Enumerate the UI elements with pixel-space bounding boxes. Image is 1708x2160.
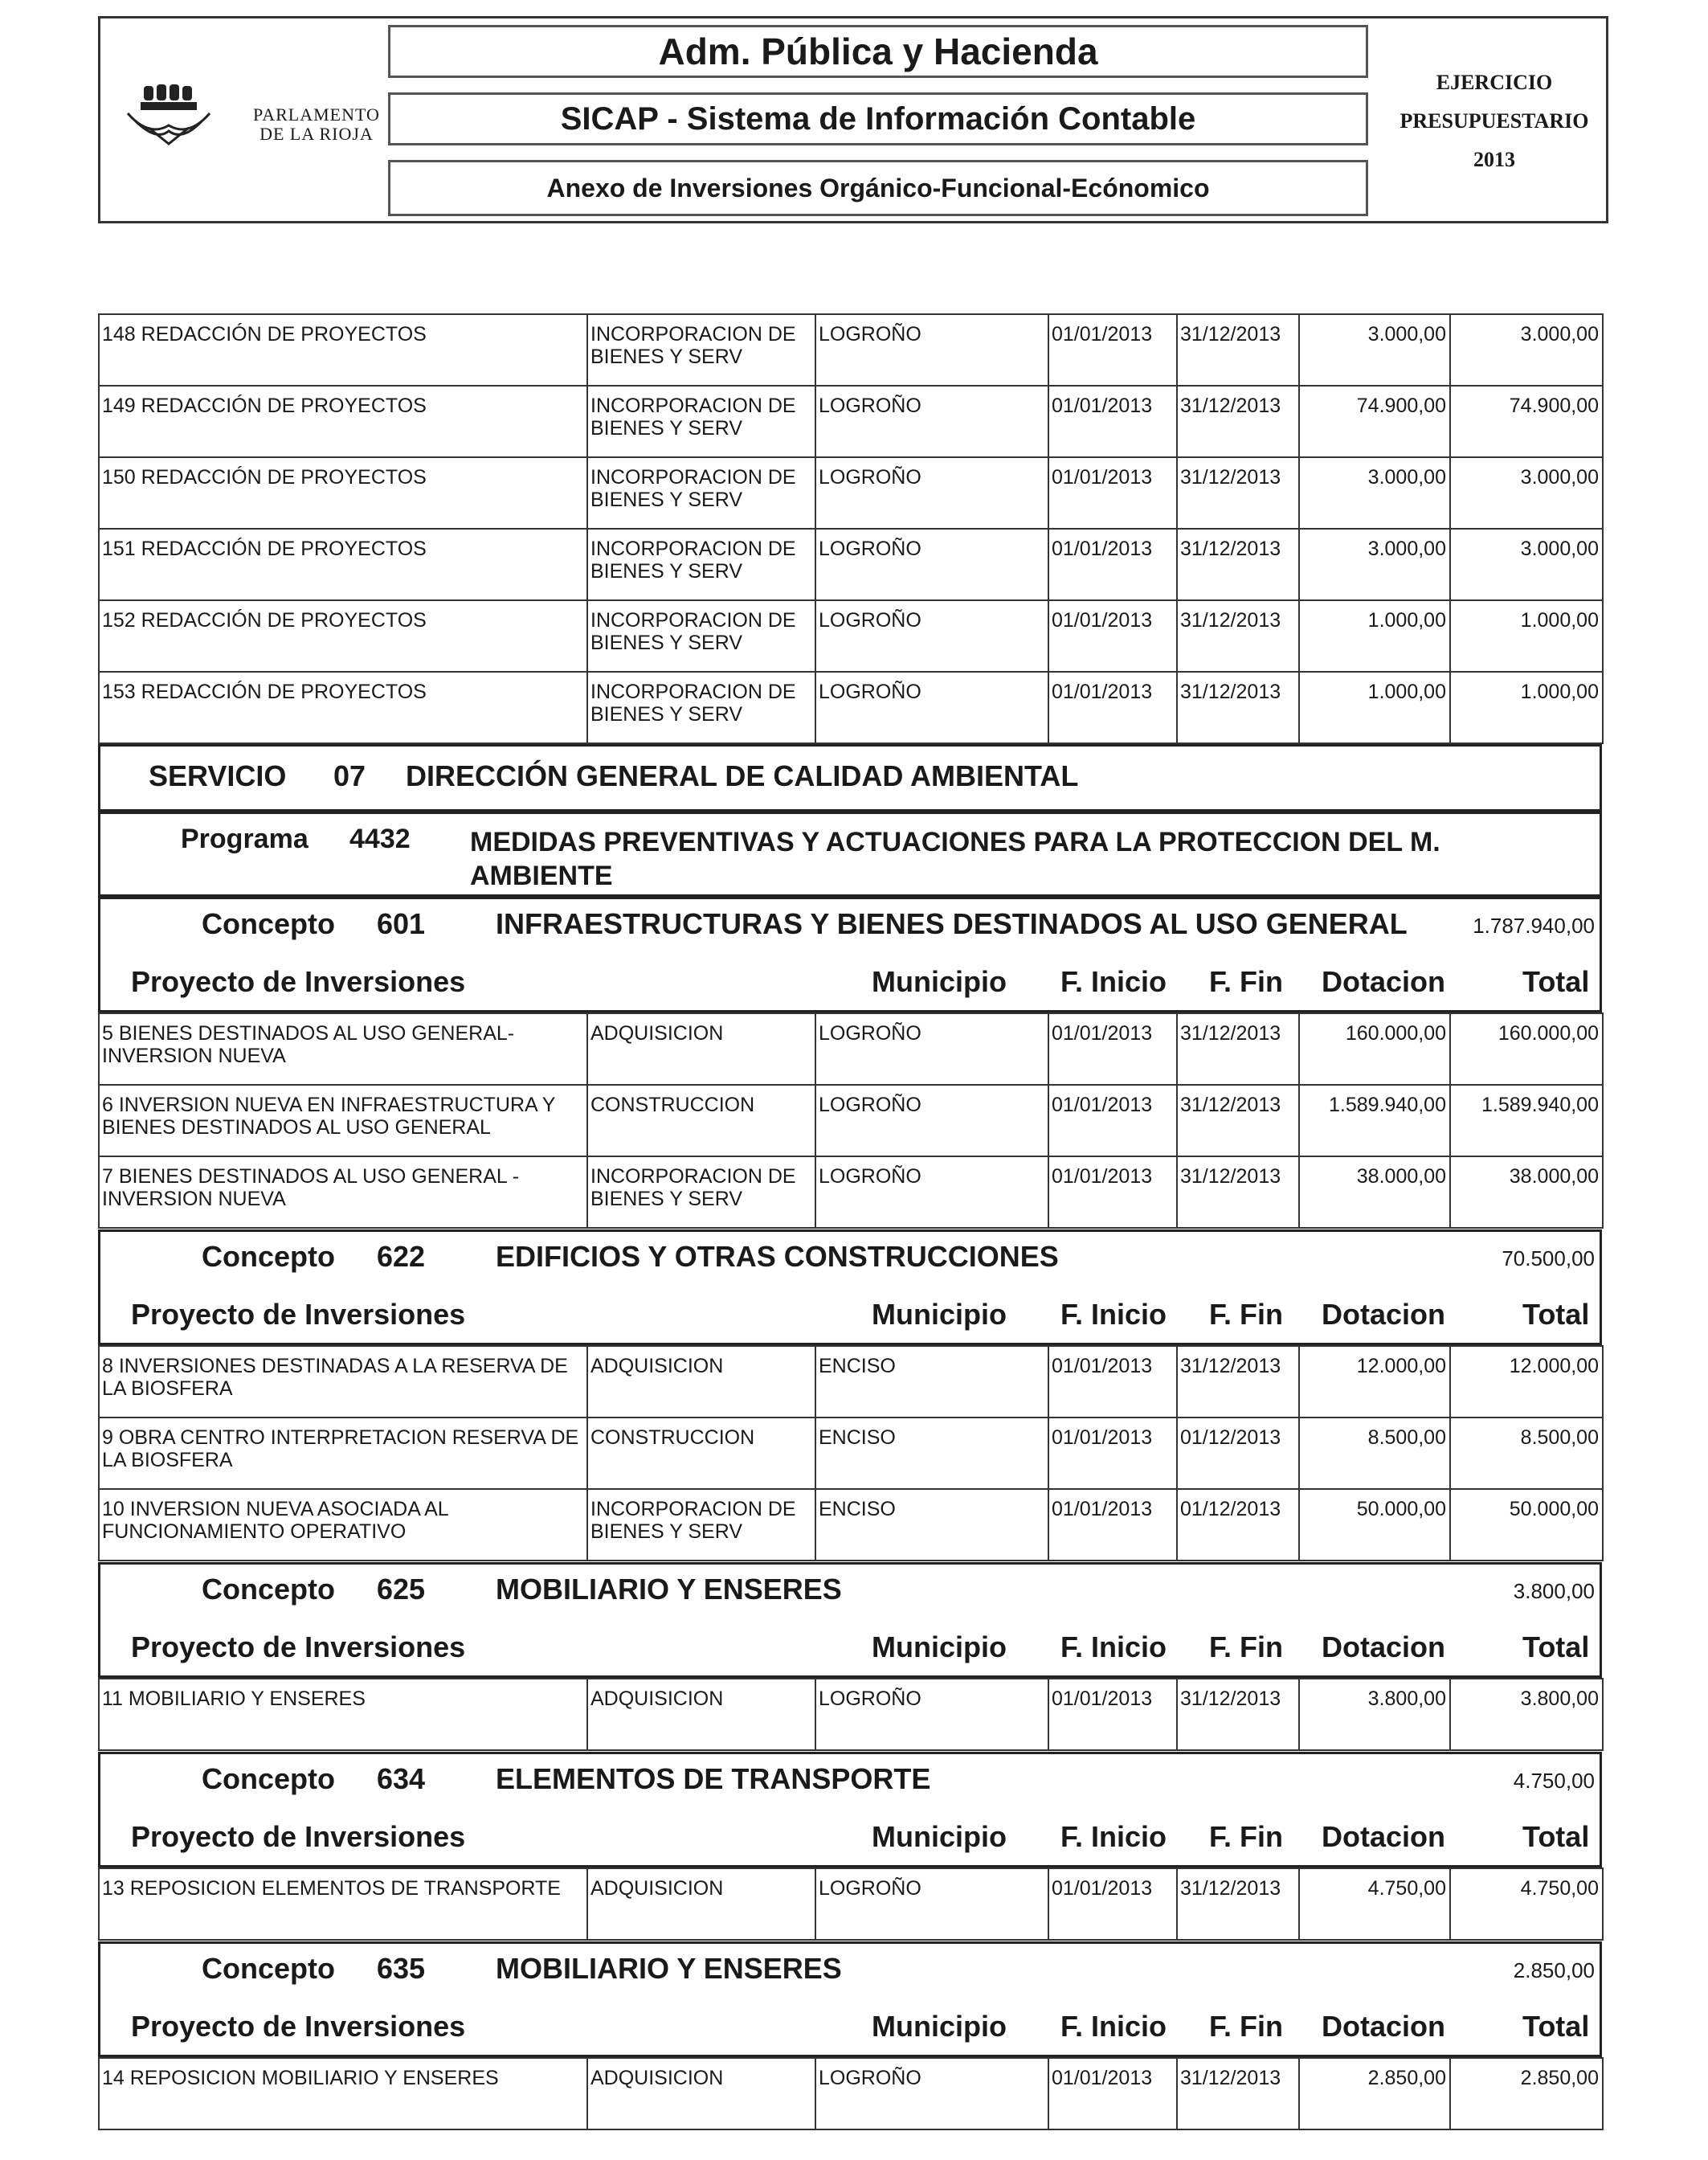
municipio-cell: LOGROÑO <box>815 529 1048 600</box>
concepto-amount: 70.500,00 <box>1502 1246 1595 1270</box>
municipio-cell: ENCISO <box>815 1418 1048 1489</box>
logo-line-2: DE LA RIOJA <box>259 124 374 144</box>
table-row <box>99 457 1603 529</box>
table-body <box>99 1868 1603 1940</box>
dotacion-cell: 12.000,00 <box>1299 1346 1450 1418</box>
end-date-cell: 31/12/2013 <box>1177 314 1299 386</box>
start-date-cell: 01/01/2013 <box>1048 1418 1177 1489</box>
start-date-cell: 01/01/2013 <box>1048 1085 1177 1156</box>
table-row <box>99 1156 1603 1228</box>
concepto-name: MOBILIARIO Y ENSERES <box>496 1952 842 1985</box>
table-row <box>99 1418 1603 1489</box>
dotacion-cell: 2.850,00 <box>1299 2058 1450 2129</box>
municipio-cell: ENCISO <box>815 1346 1048 1418</box>
col-header-proyecto: Proyecto de Inversiones <box>131 2010 466 2043</box>
col-header-municipio: Municipio <box>872 1298 1007 1331</box>
concepto-amount: 3.800,00 <box>1513 1579 1595 1603</box>
dotacion-cell: 3.000,00 <box>1299 529 1450 600</box>
col-header-municipio: Municipio <box>872 1820 1007 1853</box>
start-date-cell: 01/01/2013 <box>1048 1013 1177 1085</box>
table-row <box>99 672 1603 743</box>
col-header-municipio: Municipio <box>872 2010 1007 2043</box>
total-cell: 3.800,00 <box>1450 1679 1603 1750</box>
programa-name: MEDIDAS PREVENTIVAS Y ACTUACIONES PARA LA PROTECCION DEL M. AMBIENTE <box>470 827 1440 891</box>
municipio-cell: LOGROÑO <box>815 314 1048 386</box>
table-row <box>99 600 1603 672</box>
table-row <box>99 1013 1603 1085</box>
end-date-cell: 01/12/2013 <box>1177 1489 1299 1561</box>
municipio-cell: LOGROÑO <box>815 672 1048 743</box>
concepto-code: 634 <box>377 1762 426 1795</box>
type-cell: ADQUISICION <box>587 1346 815 1418</box>
municipio-cell: ENCISO <box>815 1489 1048 1561</box>
servicio-name: DIRECCIÓN GENERAL DE CALIDAD AMBIENTAL <box>406 759 1079 792</box>
col-header-dotacion: Dotacion <box>1322 1298 1446 1331</box>
project-cell: 6 INVERSION NUEVA EN INFRAESTRUCTURA Y BIENES DESTINADOS AL USO GENERAL <box>99 1085 587 1156</box>
col-header-inicio: F. Inicio <box>1060 1630 1167 1663</box>
projects-table <box>98 2057 1604 2130</box>
col-header-inicio: F. Inicio <box>1060 1298 1167 1331</box>
total-cell: 8.500,00 <box>1450 1418 1603 1489</box>
concepto-header <box>98 1941 1602 2057</box>
start-date-cell: 01/01/2013 <box>1048 600 1177 672</box>
municipio-cell: LOGROÑO <box>815 1156 1048 1228</box>
type-cell: INCORPORACION DE BIENES Y SERV <box>587 457 815 529</box>
report-header <box>98 16 1608 223</box>
col-header-inicio: F. Inicio <box>1060 1820 1167 1853</box>
concepto-code: 635 <box>377 1952 426 1985</box>
col-header-proyecto: Proyecto de Inversiones <box>131 1298 466 1331</box>
concepto-header <box>98 1752 1602 1868</box>
total-cell: 38.000,00 <box>1450 1156 1603 1228</box>
project-cell: 9 OBRA CENTRO INTERPRETACION RESERVA DE LA BIOSFERA <box>99 1418 587 1489</box>
parlamento-logo <box>125 75 390 171</box>
col-header-proyecto: Proyecto de Inversiones <box>131 1630 466 1663</box>
col-header-total: Total <box>1522 1298 1590 1331</box>
col-header-proyecto: Proyecto de Inversiones <box>131 965 466 998</box>
total-cell: 50.000,00 <box>1450 1489 1603 1561</box>
type-cell: ADQUISICION <box>587 1013 815 1085</box>
col-header-municipio: Municipio <box>872 1630 1007 1663</box>
dotacion-cell: 1.589.940,00 <box>1299 1085 1450 1156</box>
col-header-total: Total <box>1522 2010 1590 2043</box>
col-header-dotacion: Dotacion <box>1322 965 1446 998</box>
table-body <box>99 1679 1603 1750</box>
table-row <box>99 314 1603 386</box>
servicio-code: 07 <box>333 759 366 792</box>
end-date-cell: 31/12/2013 <box>1177 672 1299 743</box>
col-header-fin: F. Fin <box>1209 1630 1283 1663</box>
project-cell: 149 REDACCIÓN DE PROYECTOS <box>99 386 587 457</box>
presupuestario-label: PRESUPUESTARIO <box>1399 109 1589 133</box>
total-cell: 1.589.940,00 <box>1450 1085 1603 1156</box>
budget-year: 2013 <box>1473 148 1515 171</box>
type-cell: ADQUISICION <box>587 1679 815 1750</box>
table-row <box>99 2058 1603 2129</box>
end-date-cell: 31/12/2013 <box>1177 1013 1299 1085</box>
programa-code: 4432 <box>349 824 411 854</box>
concepto-header <box>98 1229 1602 1345</box>
project-cell: 151 REDACCIÓN DE PROYECTOS <box>99 529 587 600</box>
concepto-amount: 2.850,00 <box>1513 1958 1595 1982</box>
total-cell: 1.000,00 <box>1450 600 1603 672</box>
dotacion-cell: 50.000,00 <box>1299 1489 1450 1561</box>
programa-label: Programa <box>181 824 309 854</box>
end-date-cell: 01/12/2013 <box>1177 1418 1299 1489</box>
type-cell: CONSTRUCCION <box>587 1085 815 1156</box>
project-cell: 150 REDACCIÓN DE PROYECTOS <box>99 457 587 529</box>
total-cell: 4.750,00 <box>1450 1868 1603 1940</box>
type-cell: INCORPORACION DE BIENES Y SERV <box>587 386 815 457</box>
type-cell: INCORPORACION DE BIENES Y SERV <box>587 672 815 743</box>
concepto-header <box>98 897 1602 1012</box>
col-header-total: Total <box>1522 965 1590 998</box>
table-row <box>99 1489 1603 1561</box>
project-cell: 7 BIENES DESTINADOS AL USO GENERAL -INVERSION NUEVA <box>99 1156 587 1228</box>
dotacion-cell: 4.750,00 <box>1299 1868 1450 1940</box>
concepto-label: Concepto <box>202 1952 335 1985</box>
start-date-cell: 01/01/2013 <box>1048 1346 1177 1418</box>
concepto-label: Concepto <box>202 907 335 940</box>
projects-table <box>98 1868 1604 1941</box>
municipio-cell: LOGROÑO <box>815 2058 1048 2129</box>
total-cell: 3.000,00 <box>1450 457 1603 529</box>
project-cell: 153 REDACCIÓN DE PROYECTOS <box>99 672 587 743</box>
start-date-cell: 01/01/2013 <box>1048 529 1177 600</box>
start-date-cell: 01/01/2013 <box>1048 2058 1177 2129</box>
projects-table <box>98 1345 1604 1561</box>
end-date-cell: 31/12/2013 <box>1177 386 1299 457</box>
crown-emblem-icon <box>125 81 229 153</box>
col-header-dotacion: Dotacion <box>1322 1820 1446 1853</box>
concepto-amount: 4.750,00 <box>1513 1769 1595 1793</box>
type-cell: INCORPORACION DE BIENES Y SERV <box>587 1156 815 1228</box>
municipio-cell: LOGROÑO <box>815 600 1048 672</box>
dotacion-cell: 74.900,00 <box>1299 386 1450 457</box>
concepto-label: Concepto <box>202 1762 335 1795</box>
project-cell: 11 MOBILIARIO Y ENSERES <box>99 1679 587 1750</box>
type-cell: INCORPORACION DE BIENES Y SERV <box>587 1489 815 1561</box>
dotacion-cell: 3.000,00 <box>1299 314 1450 386</box>
col-header-total: Total <box>1522 1820 1590 1853</box>
table-row <box>99 1679 1603 1750</box>
type-cell: INCORPORACION DE BIENES Y SERV <box>587 529 815 600</box>
total-cell: 74.900,00 <box>1450 386 1603 457</box>
municipio-cell: LOGROÑO <box>815 1013 1048 1085</box>
table-row <box>99 529 1603 600</box>
municipio-cell: LOGROÑO <box>815 1868 1048 1940</box>
start-date-cell: 01/01/2013 <box>1048 457 1177 529</box>
concepto-amount: 1.787.940,00 <box>1473 914 1595 938</box>
col-header-total: Total <box>1522 1630 1590 1663</box>
start-date-cell: 01/01/2013 <box>1048 386 1177 457</box>
table-body <box>99 314 1603 743</box>
col-header-dotacion: Dotacion <box>1322 2010 1446 2043</box>
servicio-label: SERVICIO <box>149 759 287 792</box>
start-date-cell: 01/01/2013 <box>1048 1156 1177 1228</box>
total-cell: 12.000,00 <box>1450 1346 1603 1418</box>
table-row <box>99 1868 1603 1940</box>
concepto-name: MOBILIARIO Y ENSERES <box>496 1573 842 1606</box>
project-cell: 5 BIENES DESTINADOS AL USO GENERAL-INVERSION NUEVA <box>99 1013 587 1085</box>
col-header-proyecto: Proyecto de Inversiones <box>131 1820 466 1853</box>
concepto-code: 625 <box>377 1573 426 1606</box>
start-date-cell: 01/01/2013 <box>1048 672 1177 743</box>
end-date-cell: 31/12/2013 <box>1177 457 1299 529</box>
total-cell: 1.000,00 <box>1450 672 1603 743</box>
total-cell: 3.000,00 <box>1450 529 1603 600</box>
concepto-label: Concepto <box>202 1240 335 1273</box>
start-date-cell: 01/01/2013 <box>1048 314 1177 386</box>
end-date-cell: 31/12/2013 <box>1177 600 1299 672</box>
concepto-name: EDIFICIOS Y OTRAS CONSTRUCCIONES <box>496 1240 1059 1273</box>
project-cell: 10 INVERSION NUEVA ASOCIADA AL FUNCIONAMIENTO OPERATIVO <box>99 1489 587 1561</box>
concepto-code: 622 <box>377 1240 426 1273</box>
municipio-cell: LOGROÑO <box>815 1085 1048 1156</box>
municipio-cell: LOGROÑO <box>815 386 1048 457</box>
concepto-name: INFRAESTRUCTURAS Y BIENES DESTINADOS AL USO GENERAL <box>496 907 1408 940</box>
dotacion-cell: 8.500,00 <box>1299 1418 1450 1489</box>
concepto-label: Concepto <box>202 1573 335 1606</box>
dotacion-cell: 160.000,00 <box>1299 1013 1450 1085</box>
dotacion-cell: 3.000,00 <box>1299 457 1450 529</box>
table-row <box>99 1346 1603 1418</box>
project-cell: 14 REPOSICION MOBILIARIO Y ENSERES <box>99 2058 587 2129</box>
end-date-cell: 31/12/2013 <box>1177 1156 1299 1228</box>
dotacion-cell: 1.000,00 <box>1299 600 1450 672</box>
dotacion-cell: 38.000,00 <box>1299 1156 1450 1228</box>
municipio-cell: LOGROÑO <box>815 457 1048 529</box>
end-date-cell: 31/12/2013 <box>1177 1085 1299 1156</box>
col-header-inicio: F. Inicio <box>1060 965 1167 998</box>
table-body <box>99 1013 1603 1228</box>
end-date-cell: 31/12/2013 <box>1177 2058 1299 2129</box>
table-row <box>99 1085 1603 1156</box>
department-title: Adm. Pública y Hacienda <box>388 25 1368 78</box>
end-date-cell: 31/12/2013 <box>1177 529 1299 600</box>
project-cell: 13 REPOSICION ELEMENTOS DE TRANSPORTE <box>99 1868 587 1940</box>
end-date-cell: 31/12/2013 <box>1177 1868 1299 1940</box>
servicio-header <box>98 744 1602 812</box>
concepto-code: 601 <box>377 907 426 940</box>
projects-table <box>98 1012 1604 1229</box>
projects-table <box>98 1678 1604 1751</box>
col-header-fin: F. Fin <box>1209 1298 1283 1331</box>
table-row <box>99 386 1603 457</box>
col-header-fin: F. Fin <box>1209 1820 1283 1853</box>
end-date-cell: 31/12/2013 <box>1177 1346 1299 1418</box>
programa-header <box>98 812 1602 897</box>
end-date-cell: 31/12/2013 <box>1177 1679 1299 1750</box>
concepto-header <box>98 1562 1602 1678</box>
logo-line-1: PARLAMENTO <box>253 104 380 125</box>
project-cell: 8 INVERSIONES DESTINADAS A LA RESERVA DE LA BIOSFERA <box>99 1346 587 1418</box>
dotacion-cell: 3.800,00 <box>1299 1679 1450 1750</box>
projects-table-continuation <box>98 313 1604 744</box>
project-cell: 148 REDACCIÓN DE PROYECTOS <box>99 314 587 386</box>
start-date-cell: 01/01/2013 <box>1048 1489 1177 1561</box>
annex-title: Anexo de Inversiones Orgánico-Funcional-Ecónomico <box>388 160 1368 216</box>
total-cell: 3.000,00 <box>1450 314 1603 386</box>
col-header-municipio: Municipio <box>872 965 1007 998</box>
total-cell: 160.000,00 <box>1450 1013 1603 1085</box>
col-header-dotacion: Dotacion <box>1322 1630 1446 1663</box>
col-header-fin: F. Fin <box>1209 965 1283 998</box>
budget-year-block <box>1386 63 1603 179</box>
dotacion-cell: 1.000,00 <box>1299 672 1450 743</box>
type-cell: ADQUISICION <box>587 1868 815 1940</box>
type-cell: INCORPORACION DE BIENES Y SERV <box>587 314 815 386</box>
start-date-cell: 01/01/2013 <box>1048 1868 1177 1940</box>
type-cell: CONSTRUCCION <box>587 1418 815 1489</box>
concepto-name: ELEMENTOS DE TRANSPORTE <box>496 1762 931 1795</box>
total-cell: 2.850,00 <box>1450 2058 1603 2129</box>
col-header-fin: F. Fin <box>1209 2010 1283 2043</box>
type-cell: ADQUISICION <box>587 2058 815 2129</box>
ejercicio-label: EJERCICIO <box>1436 71 1553 94</box>
start-date-cell: 01/01/2013 <box>1048 1679 1177 1750</box>
municipio-cell: LOGROÑO <box>815 1679 1048 1750</box>
system-subtitle: SICAP - Sistema de Información Contable <box>388 92 1368 145</box>
table-body <box>99 1346 1603 1561</box>
table-body <box>99 2058 1603 2129</box>
type-cell: INCORPORACION DE BIENES Y SERV <box>587 600 815 672</box>
project-cell: 152 REDACCIÓN DE PROYECTOS <box>99 600 587 672</box>
col-header-inicio: F. Inicio <box>1060 2010 1167 2043</box>
